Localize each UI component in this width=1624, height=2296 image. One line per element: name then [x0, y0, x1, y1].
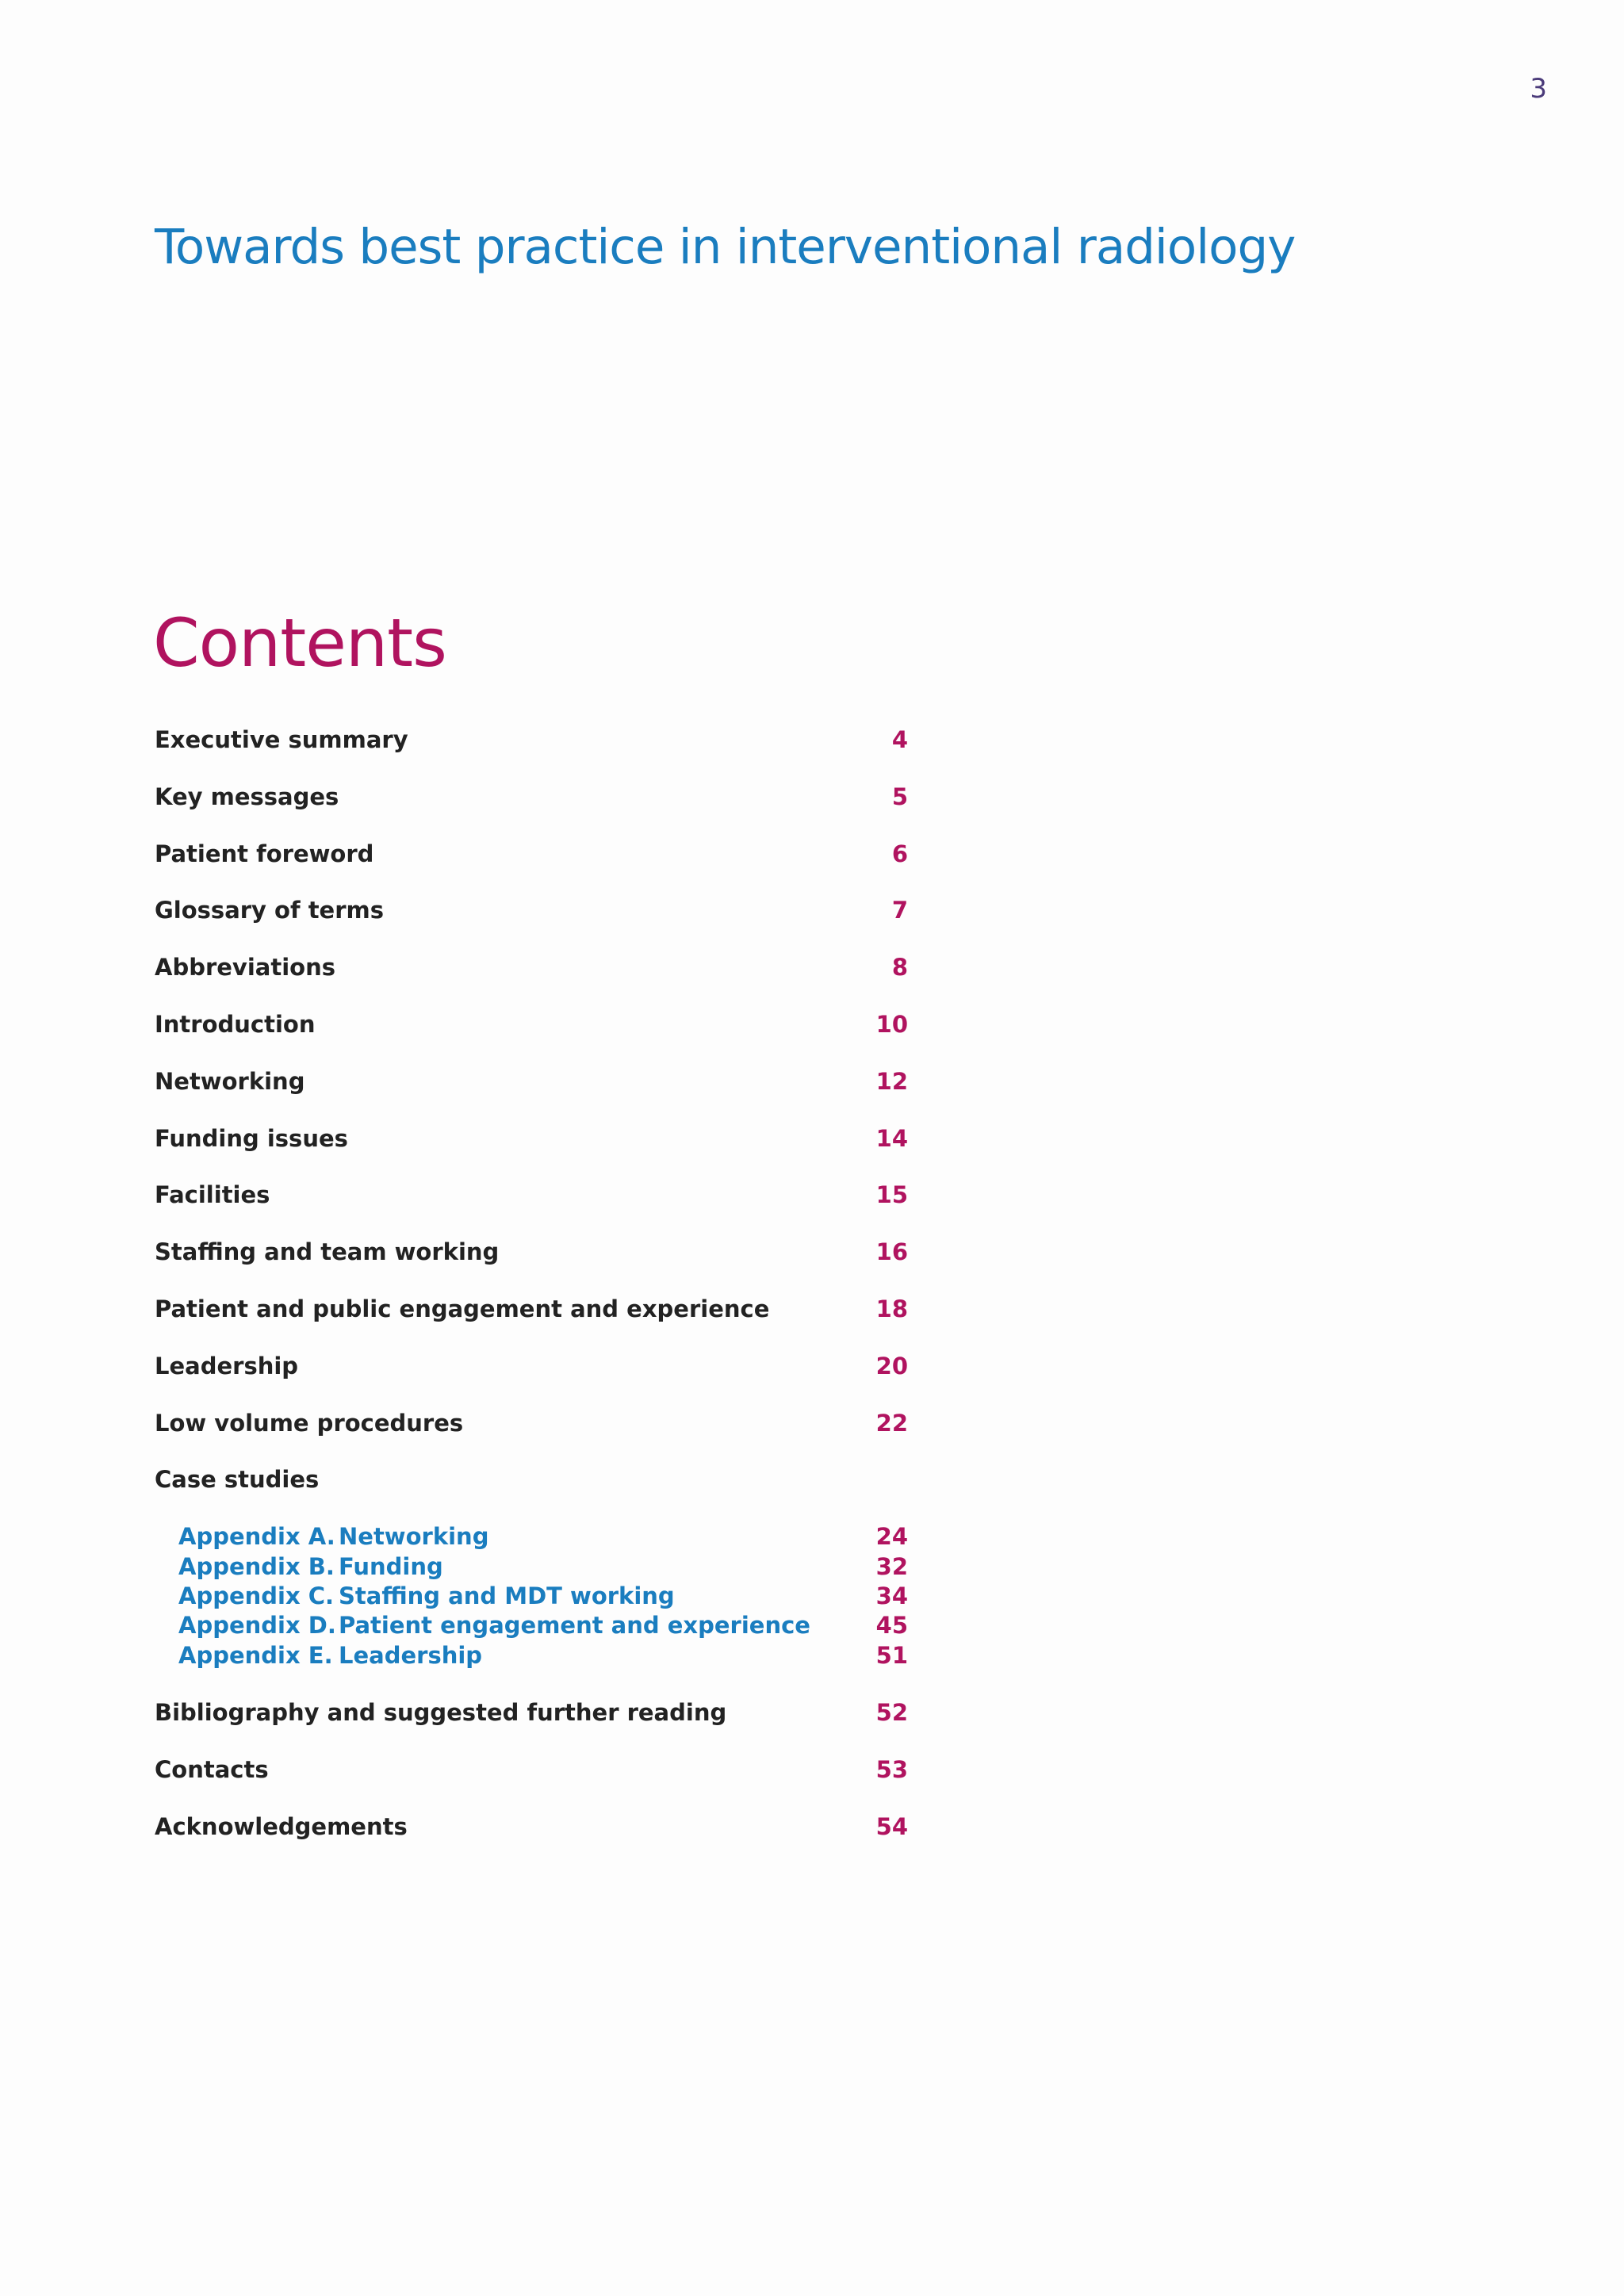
toc-entry-label: Funding issues — [155, 1124, 348, 1152]
toc-entry-page-number: 52 — [875, 1699, 908, 1727]
appendix-page-number: 45 — [875, 1612, 908, 1640]
toc-entry[interactable] — [155, 1699, 908, 1756]
toc-entry-page-number: 16 — [875, 1238, 908, 1266]
toc-entry-page-number: 20 — [875, 1352, 908, 1380]
toc-entry-label: Patient foreword — [155, 840, 374, 867]
appendix-title: Networking — [339, 1523, 489, 1551]
toc-closing-entries — [155, 1699, 908, 1869]
toc-entry[interactable] — [155, 897, 908, 954]
toc-entry-label: Abbreviations — [155, 954, 335, 982]
toc-entry-label: Leadership — [155, 1352, 299, 1380]
toc-entry-page-number: 5 — [891, 783, 908, 810]
toc-entry-page-number: 18 — [875, 1295, 908, 1322]
document-title: Towards best practice in interventional radiology — [155, 219, 1296, 275]
toc-entry-page-number: 14 — [875, 1124, 908, 1152]
appendix-title: Leadership — [339, 1641, 483, 1669]
toc-entry-label: Facilities — [155, 1181, 270, 1209]
toc-entry[interactable] — [155, 726, 908, 783]
appendix-title: Patient engagement and experience — [339, 1612, 810, 1640]
toc-entry[interactable] — [155, 1295, 908, 1353]
toc-entry[interactable] — [155, 954, 908, 1011]
toc-entry[interactable] — [155, 1181, 908, 1238]
toc-entry-label: Key messages — [155, 783, 339, 810]
appendix-page-number: 32 — [875, 1552, 908, 1580]
appendix-entry[interactable] — [155, 1582, 908, 1612]
toc-entry-page-number: 8 — [891, 954, 908, 982]
toc-entry-label: Networking — [155, 1067, 305, 1095]
toc-entry-label: Introduction — [155, 1010, 316, 1038]
toc-entry-label: Acknowledgements — [155, 1812, 408, 1840]
toc-entry-page-number: 12 — [875, 1067, 908, 1095]
toc-entry[interactable] — [155, 783, 908, 840]
toc-entry-page-number: 7 — [891, 897, 908, 924]
appendix-letter: Appendix C. — [178, 1582, 335, 1609]
toc-entry-label: Staffing and team working — [155, 1238, 500, 1266]
toc-entry-page-number: 4 — [891, 726, 908, 753]
toc-entry-page-number: 53 — [875, 1755, 908, 1783]
appendix-title: Funding — [339, 1552, 443, 1580]
toc-entry-page-number: 6 — [891, 840, 908, 867]
appendix-page-number: 51 — [875, 1641, 908, 1669]
toc-entry-page-number: 22 — [875, 1409, 908, 1437]
appendix-letter: Appendix B. — [178, 1552, 335, 1580]
toc-entry-label: Contacts — [155, 1755, 269, 1783]
appendix-page-number: 24 — [875, 1523, 908, 1551]
appendix-list — [155, 1523, 908, 1671]
appendix-page-number: 34 — [875, 1582, 908, 1609]
toc-entry-page-number: 10 — [875, 1010, 908, 1038]
toc-entry-label: Glossary of terms — [155, 897, 385, 924]
table-of-contents — [155, 726, 908, 1870]
toc-entry[interactable] — [155, 1466, 908, 1523]
toc-entry-page-number: 15 — [875, 1181, 908, 1209]
toc-entry-label: Executive summary — [155, 726, 408, 753]
appendix-block — [155, 1523, 908, 1699]
toc-entry[interactable] — [155, 840, 908, 897]
toc-entry-label: Low volume procedures — [155, 1409, 464, 1437]
toc-entry[interactable] — [155, 1410, 908, 1467]
toc-entry[interactable] — [155, 1238, 908, 1295]
appendix-letter: Appendix A. — [178, 1523, 335, 1551]
toc-entry-page-number: 54 — [875, 1812, 908, 1840]
page-number: 3 — [1530, 73, 1547, 105]
appendix-title: Staffing and MDT working — [339, 1582, 675, 1609]
toc-entry-label: Case studies — [155, 1466, 320, 1494]
appendix-entry[interactable] — [155, 1642, 908, 1671]
toc-main-entries — [155, 726, 908, 1523]
appendix-letter: Appendix D. — [178, 1612, 336, 1640]
toc-entry[interactable] — [155, 1756, 908, 1813]
toc-entry[interactable] — [155, 1068, 908, 1125]
appendix-entry[interactable] — [155, 1612, 908, 1641]
toc-entry[interactable] — [155, 1011, 908, 1068]
toc-entry[interactable] — [155, 1353, 908, 1410]
appendix-entry[interactable] — [155, 1523, 908, 1552]
appendix-entry[interactable] — [155, 1553, 908, 1582]
appendix-letter: Appendix E. — [178, 1641, 333, 1669]
toc-entry[interactable] — [155, 1813, 908, 1870]
toc-entry[interactable] — [155, 1125, 908, 1182]
toc-entry-label: Patient and public engagement and experience — [155, 1295, 770, 1322]
contents-heading: Contents — [153, 604, 446, 682]
toc-entry-label: Bibliography and suggested further reading — [155, 1699, 727, 1727]
